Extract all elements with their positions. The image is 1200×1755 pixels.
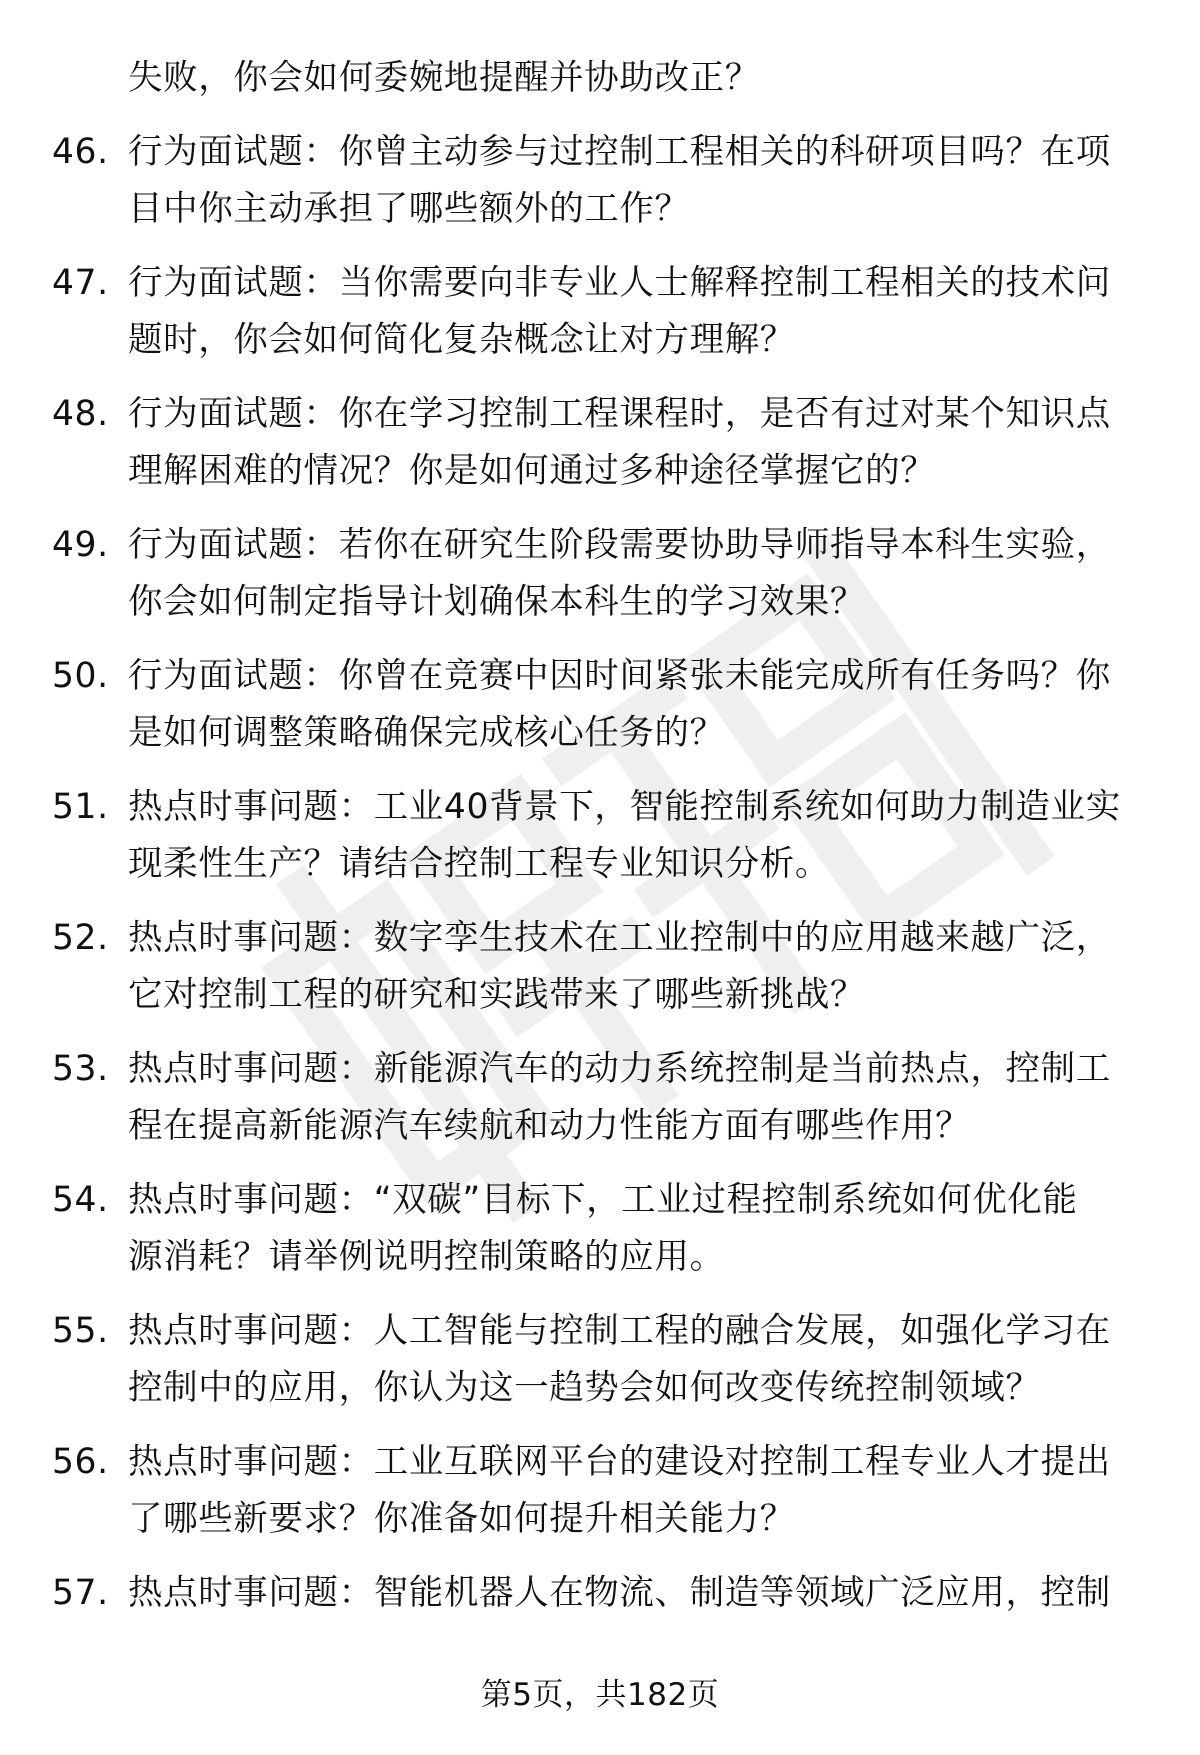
continued-question-text: 失败，你会如何委婉地提醒并协助改正？ (128, 58, 760, 98)
item-number: 49. (52, 525, 109, 565)
item-text-line: 热点时事问题：工业互联网平台的建设对控制工程专业人才提出 (128, 1442, 1111, 1482)
item-text-line: 现柔性生产？请结合控制工程专业知识分析。 (128, 844, 830, 884)
list-item (0, 1303, 1200, 1417)
item-text-line: 热点时事问题：人工智能与控制工程的融合发展，如强化学习在 (128, 1311, 1111, 1351)
list-item (0, 255, 1200, 369)
document-body (0, 50, 1200, 1622)
item-number: 52. (52, 918, 109, 958)
item-text (128, 124, 1148, 238)
item-text (128, 1172, 1148, 1286)
list-item (0, 1172, 1200, 1286)
item-number: 56. (52, 1442, 109, 1482)
item-text-line: 行为面试题：当你需要向非专业人士解释控制工程相关的技术问 (128, 263, 1111, 303)
list-item (0, 648, 1200, 762)
item-number: 51. (52, 787, 109, 827)
item-number: 48. (52, 394, 109, 434)
item-text-line: 热点时事问题：工业40背景下，智能控制系统如何助力制造业实 (128, 787, 1121, 827)
item-text (128, 1434, 1148, 1548)
item-text (128, 1303, 1148, 1417)
item-number: 57. (52, 1573, 109, 1613)
item-number: 55. (52, 1311, 109, 1351)
list-item (0, 1434, 1200, 1548)
item-text-line: 行为面试题：若你在研究生阶段需要协助导师指导本科生实验， (128, 525, 1111, 565)
item-text-line: 行为面试题：你曾在竞赛中因时间紧张未能完成所有任务吗？你 (128, 656, 1111, 696)
item-text-line: 题时，你会如何简化复杂概念让对方理解？ (128, 320, 795, 360)
item-text (128, 255, 1148, 369)
item-text-line: 目中你主动承担了哪些额外的工作？ (128, 189, 690, 229)
item-text-line: 了哪些新要求？你准备如何提升相关能力？ (128, 1499, 795, 1539)
item-text-line: 程在提高新能源汽车续航和动力性能方面有哪些作用？ (128, 1106, 971, 1146)
item-number: 53. (52, 1049, 109, 1089)
item-number: 54. (52, 1180, 109, 1220)
item-text (128, 648, 1148, 762)
item-text-line: 行为面试题：你曾主动参与过控制工程相关的科研项目吗？在项 (128, 132, 1111, 172)
item-text (128, 1041, 1148, 1155)
item-text (128, 386, 1148, 500)
item-text (128, 517, 1148, 631)
list-item (0, 1041, 1200, 1155)
list-item (0, 517, 1200, 631)
item-number: 50. (52, 656, 109, 696)
item-text-line: 热点时事问题：数字孪生技术在工业控制中的应用越来越广泛， (128, 918, 1111, 958)
page-footer: 第5页，共182页 (480, 1677, 720, 1713)
list-item (0, 910, 1200, 1024)
item-number: 47. (52, 263, 109, 303)
item-text-line: 热点时事问题：智能机器人在物流、制造等领域广泛应用，控制 (128, 1573, 1111, 1613)
list-item (0, 124, 1200, 238)
list-item (0, 1565, 1200, 1622)
item-text (128, 910, 1148, 1024)
item-text-line: 理解困难的情况？你是如何通过多种途径掌握它的？ (128, 451, 936, 491)
item-text (128, 779, 1148, 893)
list-item (0, 386, 1200, 500)
list-item (0, 779, 1200, 893)
item-text-line: 它对控制工程的研究和实践带来了哪些新挑战？ (128, 975, 866, 1015)
item-text-line: 热点时事问题：新能源汽车的动力系统控制是当前热点，控制工 (128, 1049, 1111, 1089)
item-text-line: 是如何调整策略确保完成核心任务的？ (128, 713, 725, 753)
item-text-line: 控制中的应用，你认为这一趋势会如何改变传统控制领域？ (128, 1368, 1041, 1408)
item-text-line: 源消耗？请举例说明控制策略的应用。 (128, 1237, 725, 1277)
item-text-line: 行为面试题：你在学习控制工程课程时，是否有过对某个知识点 (128, 394, 1111, 434)
item-number: 46. (52, 132, 109, 172)
item-text-line: 你会如何制定指导计划确保本科生的学习效果？ (128, 582, 866, 622)
item-text (128, 1565, 1148, 1622)
item-text-line: 热点时事问题：“双碳”目标下，工业过程控制系统如何优化能 (128, 1180, 1078, 1220)
question-list (0, 124, 1200, 1622)
